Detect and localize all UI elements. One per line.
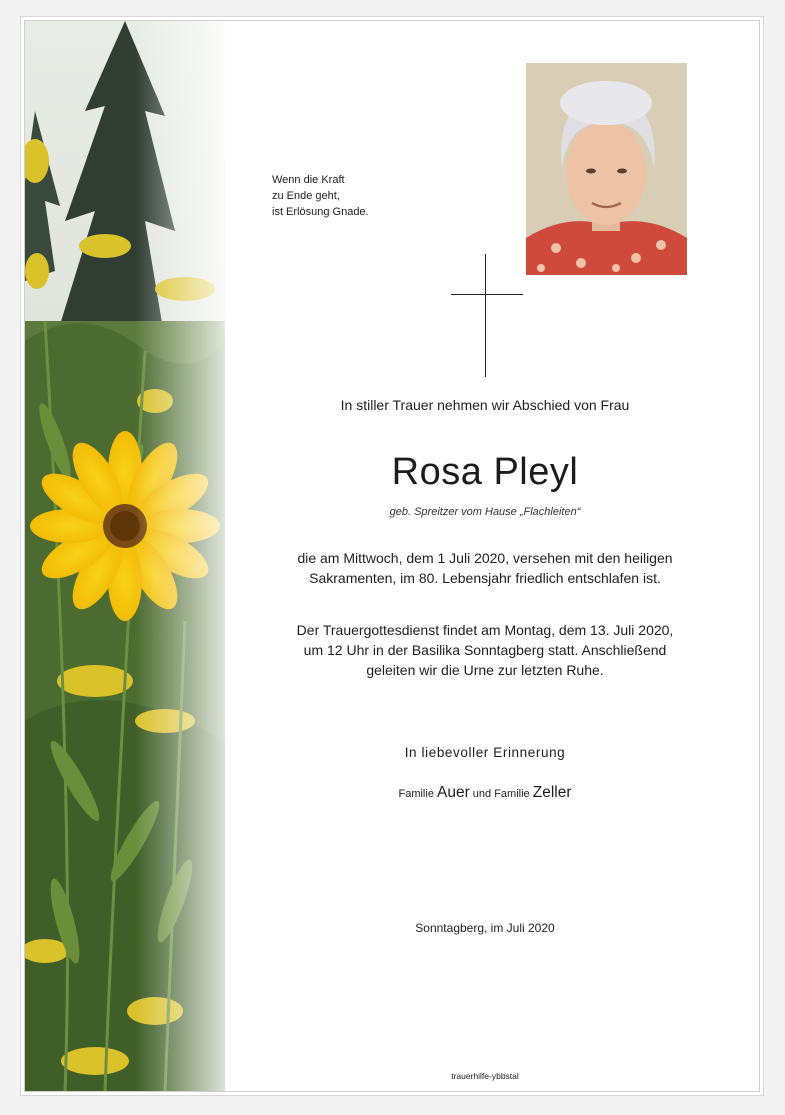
family-line: [240, 784, 730, 802]
family-connector: und Familie: [469, 788, 533, 800]
flower-photo: [25, 21, 225, 1091]
intro-text: In stiller Trauer nehmen wir Abschied von Frau: [340, 397, 630, 413]
death-text: die am Mittwoch, dem 1 Juli 2020, versehen mit den heiligen Sakramenten, im 80. Lebensjahr friedlich entschlafen ist.: [297, 550, 673, 586]
parte-card: [24, 20, 760, 1092]
family-name-2: Zeller: [532, 784, 572, 801]
cross-symbol: [485, 254, 486, 377]
family-prefix-1: Familie: [398, 788, 437, 800]
cross-symbol-bar: [451, 294, 523, 295]
family-name-1: Auer: [437, 784, 470, 801]
footer-credit: trauerhilfe-ybbstal: [451, 1071, 519, 1081]
quote-text: Wenn die Kraft zu Ende geht, ist Erlösung Gnade.: [272, 174, 369, 218]
birth-info: geb. Spreitzer vom Hause „Flachleiten“: [389, 506, 581, 518]
service-text: Der Trauergottesdienst findet am Montag, dem 13. Juli 2020, um 12 Uhr in der Basilika Sonntagberg statt. Anschließend geleiten wir die Urne zur letzten Ruhe.: [296, 622, 674, 678]
memory-text: In liebevoller Erinnerung: [404, 745, 566, 760]
deceased-name: Rosa Pleyl: [391, 451, 579, 493]
place-date: Sonntagberg, im Juli 2020: [415, 921, 555, 935]
portrait-photo: [526, 63, 687, 275]
